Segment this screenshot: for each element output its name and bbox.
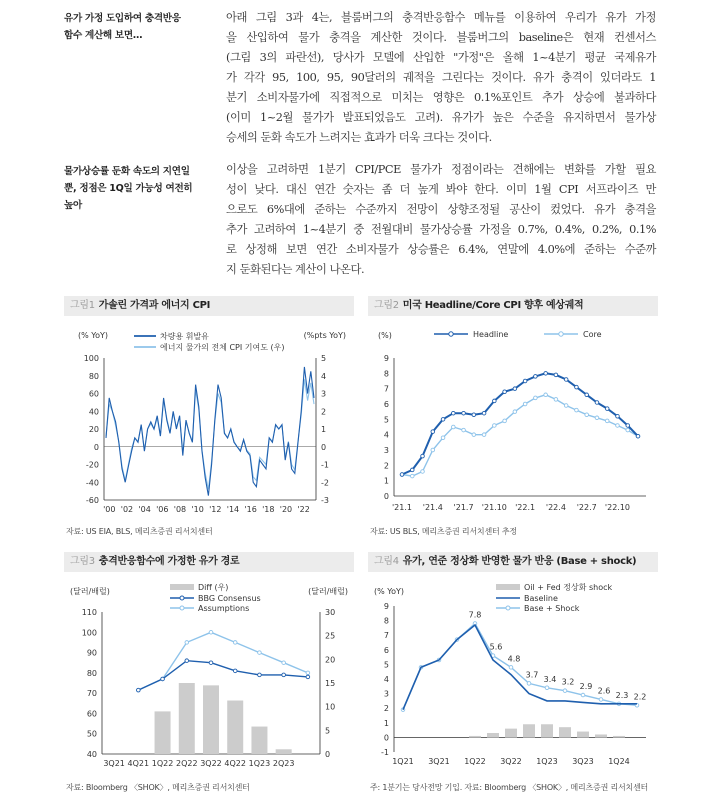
legend-label: BBG Consensus [198, 594, 261, 603]
data-point [636, 434, 640, 438]
x-tick-label: 1Q22 [151, 759, 174, 768]
bar-shock [613, 736, 625, 737]
data-point [431, 430, 435, 434]
data-point [462, 411, 466, 415]
data-point [209, 630, 213, 634]
x-tick-label: '14 [226, 505, 240, 514]
data-point [137, 688, 141, 692]
figure-title: 가솔린 가격과 에너지 CPI [98, 300, 211, 311]
figure3-source: 자료: Bloomberg 〈SHOK〉, 메리츠증권 리서치센터 [66, 783, 250, 792]
data-point [626, 428, 630, 432]
legend-swatch [170, 584, 194, 590]
data-point [306, 675, 310, 679]
left-axis-unit: (달러/배럴) [70, 587, 110, 596]
section1-paragraph [226, 8, 656, 148]
y-tick-label: 70 [86, 689, 97, 699]
series-line-base-shock [403, 624, 637, 710]
x-tick-label: 1Q22 [464, 757, 486, 766]
bar-diff [155, 711, 171, 754]
data-point [258, 673, 262, 677]
y-tick-label: 5 [383, 415, 389, 425]
paragraph-line: 승세의 둔화 속도가 느려지는 효과가 더욱 크다는 것이다. [226, 131, 492, 144]
data-point [599, 698, 603, 702]
data-point [513, 387, 517, 391]
section2-side-heading [64, 163, 192, 214]
figure4-title-bar [368, 552, 658, 572]
x-tick-label: 1Q23 [536, 757, 558, 766]
left-axis-unit: (% YoY) [78, 331, 108, 340]
bar-diff [227, 701, 243, 754]
side-line: 높아 [64, 200, 82, 211]
data-point [482, 433, 486, 437]
data-point [581, 693, 585, 697]
y-tick-label: -40 [85, 478, 99, 488]
data-point [503, 390, 507, 394]
data-label: 2.6 [597, 686, 611, 696]
paragraph-line: 성이 낮다. 대신 연간 숫자는 좀 더 높게 봐야 한다. 이미 1월 CPI 서프라이즈 만 [226, 183, 656, 196]
figure-number: 그림1 [70, 300, 95, 311]
legend-label: Base + Shock [524, 604, 580, 613]
data-point [410, 468, 414, 472]
data-point [544, 372, 548, 376]
x-tick-label: '21.1 [391, 503, 413, 512]
data-point [564, 378, 568, 382]
y-tick-label: 40 [88, 407, 99, 417]
data-point [509, 666, 513, 670]
paragraph-line: 아래 그림 3과 4는, 블룸버그의 충격반응함수 메뉴를 이용하여 우리가 유가 가정 [226, 11, 656, 24]
x-tick-label: 2Q23 [272, 759, 295, 768]
y2-tick-label: 15 [325, 679, 336, 688]
y-tick-label: 2 [383, 704, 389, 714]
data-label: 2.2 [633, 692, 647, 702]
data-point [441, 436, 445, 440]
paragraph-line: 로 상정해 보면 연간 소비자물가 상승률은 6.4%, 연말에 4.0%에 준하는 수준까 [226, 243, 656, 256]
series-line-gasoline [106, 367, 314, 496]
bar-shock [487, 733, 499, 737]
y-tick-label: -1 [381, 748, 389, 757]
legend-marker [449, 332, 453, 336]
figure3-title-bar [64, 552, 354, 572]
legend-marker [506, 606, 510, 610]
data-point [616, 424, 620, 428]
data-point [595, 416, 599, 420]
data-point [575, 408, 579, 412]
section2-paragraph [226, 160, 656, 280]
y-tick-label: 3 [383, 446, 389, 455]
x-tick-label: '22.1 [515, 503, 536, 512]
legend-marker [180, 596, 184, 600]
data-point [527, 682, 531, 686]
data-point [472, 433, 476, 437]
paragraph-line: 으로도 6%대에 준하는 수준까지 전망이 상향조정될 공산이 컸었다. 유가 충격을 [226, 203, 656, 216]
y2-tick-label: 1 [321, 425, 327, 434]
y2-tick-label: -2 [321, 478, 329, 488]
y2-tick-label: 5 [325, 726, 331, 736]
y-tick-label: 1 [383, 718, 389, 728]
y-tick-label: 1 [383, 476, 389, 486]
data-point [282, 661, 286, 665]
x-tick-label: 1Q21 [392, 757, 414, 766]
y-tick-label: 4 [383, 430, 389, 440]
section1-side-heading [64, 10, 181, 44]
y-tick-label: 60 [86, 709, 97, 719]
bar-diff [179, 683, 195, 754]
data-point [161, 677, 165, 681]
y-tick-label: 9 [383, 354, 389, 363]
data-point [233, 669, 237, 673]
bar-diff [203, 685, 219, 754]
figure-title: 유가, 연준 정상화 반영한 물가 반응 (Base + shock) [402, 556, 637, 567]
data-point [482, 411, 486, 415]
y-tick-label: 20 [88, 425, 99, 434]
data-point [421, 454, 425, 458]
data-point [554, 373, 558, 377]
y-tick-label: 0 [383, 492, 389, 501]
paragraph-line: (그림 3의 파란선), 당사가 모델에 산입한 "가정"은 올해 1~4분기 평균 국제유가 [226, 51, 656, 64]
legend-marker [559, 332, 563, 336]
data-point [585, 413, 589, 417]
y2-tick-label: -1 [321, 460, 329, 470]
figure-number: 그림4 [374, 556, 399, 567]
data-point [306, 671, 310, 675]
y-tick-label: 80 [88, 371, 99, 381]
x-tick-label: '21.4 [422, 503, 443, 512]
data-point [626, 424, 630, 428]
data-label: 2.3 [615, 690, 629, 700]
side-line: 물가상승률 둔화 속도의 지연일 [64, 166, 190, 177]
data-point [452, 411, 456, 415]
data-point [493, 399, 497, 403]
y2-tick-label: 0 [325, 750, 331, 759]
legend-marker [180, 606, 184, 610]
y-tick-label: 40 [86, 750, 97, 759]
figure-number: 그림3 [70, 556, 95, 567]
legend-label: Assumptions [198, 604, 250, 613]
x-tick-label: '20 [279, 505, 293, 514]
figure4-source: 주: 1분기는 당사전망 기입. 자료: Bloomberg 〈SHOK〉, 메리츠증권 리서치센터 [370, 783, 649, 792]
figure2-chart [368, 320, 658, 520]
data-point [605, 419, 609, 423]
y-tick-label: 6 [383, 645, 389, 655]
legend-label: Core [583, 330, 602, 339]
legend-swatch [496, 584, 520, 590]
y-tick-label: 90 [86, 648, 97, 658]
y-tick-label: 60 [88, 389, 99, 399]
side-line: 함수 계산해 보면… [64, 30, 143, 41]
x-tick-label: '08 [173, 505, 187, 514]
figure1-title-bar [64, 296, 354, 316]
left-axis-unit: (% YoY) [374, 587, 404, 596]
y-tick-label: 5 [383, 660, 389, 670]
data-point [616, 414, 620, 418]
data-label: 4.8 [507, 654, 521, 664]
data-point [564, 404, 568, 408]
data-point [493, 424, 497, 428]
bar-shock [541, 724, 553, 737]
data-label: 2.9 [579, 682, 593, 692]
y-tick-label: -60 [85, 496, 99, 505]
x-tick-label: '22.10 [604, 503, 631, 512]
y2-tick-label: 10 [325, 702, 336, 712]
x-tick-label: 2Q22 [175, 759, 198, 768]
bar-shock [559, 727, 571, 737]
data-point [462, 428, 466, 432]
data-point [400, 473, 404, 477]
x-tick-label: '22.7 [576, 503, 597, 512]
y-tick-label: 8 [383, 369, 389, 379]
x-tick-label: 4Q22 [224, 759, 247, 768]
data-point [563, 689, 567, 693]
y-tick-label: -20 [85, 460, 99, 470]
data-point [544, 393, 548, 397]
legend-label: 차량용 휘발유 [160, 332, 209, 341]
data-point [431, 448, 435, 452]
data-point [441, 418, 445, 422]
paragraph-line: 지 둔화된다는 계산이 나온다. [226, 263, 365, 276]
data-point [452, 425, 456, 429]
y2-tick-label: 5 [321, 354, 327, 363]
y-tick-label: 0 [383, 733, 389, 743]
y-tick-label: 9 [383, 602, 389, 611]
data-point [523, 402, 527, 406]
x-tick-label: 3Q23 [572, 757, 594, 766]
data-point [282, 673, 286, 677]
x-tick-label: 3Q21 [428, 757, 450, 766]
y-tick-label: 80 [86, 668, 97, 678]
figure-number: 그림2 [374, 300, 399, 311]
data-point [605, 407, 609, 411]
x-tick-label: 3Q22 [500, 757, 522, 766]
y-tick-label: 100 [81, 628, 97, 638]
y-tick-label: 7 [383, 631, 389, 641]
x-tick-label: 3Q21 [103, 759, 125, 768]
paragraph-line: 이상을 고려하면 1분기 CPI/PCE 물가가 정점이라는 견해에는 변화를 가할 필요 [226, 163, 656, 176]
x-tick-label: 1Q23 [248, 759, 271, 768]
figure3-chart [64, 576, 354, 776]
bar-shock [469, 736, 481, 737]
x-tick-label: '22.4 [545, 503, 566, 512]
x-tick-label: '00 [103, 505, 116, 514]
y-tick-label: 0 [93, 442, 99, 452]
bar-shock [595, 734, 607, 737]
paragraph-line: 을 산입하여 물가 충격을 계산한 것이다. 블룸버그의 baseline은 현재 컨센서스 [226, 31, 656, 44]
y-tick-label: 8 [383, 616, 389, 626]
paragraph-line: 가 각각 95, 100, 95, 90달러의 궤적을 그린다는 것이다. 유가 충격이 있더라도 1 [226, 71, 656, 84]
figure-title: 충격반응함수에 가정한 유가 경로 [98, 556, 240, 567]
bar-shock [505, 729, 517, 738]
y2-tick-label: 4 [321, 371, 327, 381]
data-point [554, 398, 558, 402]
legend-label: Headline [473, 330, 509, 339]
figure2-title-bar [368, 296, 658, 316]
data-point [258, 651, 262, 655]
bar-shock [523, 724, 535, 737]
y2-tick-label: 2 [321, 407, 327, 417]
y-tick-label: 3 [383, 689, 389, 699]
data-point [503, 419, 507, 423]
side-line: 유가 가정 도입하여 충격반응 [64, 13, 181, 24]
data-point [534, 375, 538, 379]
data-point [595, 401, 599, 405]
figure4-chart [368, 576, 658, 776]
legend-label: Diff (우) [198, 583, 229, 592]
data-point [534, 396, 538, 400]
bar-diff [251, 727, 267, 754]
paragraph-line: 분기 소비자물가에 직접적으로 미치는 영향은 0.1%포인트 추가 상승에 불과하다 [226, 91, 656, 104]
x-tick-label: 1Q24 [608, 757, 630, 766]
x-tick-label: '18 [262, 505, 275, 514]
data-point [421, 470, 425, 474]
paragraph-line: (이미 1~2월 물가가 발표되었음도 고려). 유가가 높은 수준을 유지하면서 물가상 [226, 111, 656, 124]
paragraph-line: 추가 고려하여 1~4분기 중 전월대비 물가상승률 가정을 0.7%, 0.4%, 0.2%, 0.1% [226, 223, 656, 236]
x-tick-label: '22 [297, 505, 310, 514]
data-point [523, 379, 527, 383]
y2-tick-label: 20 [325, 655, 336, 665]
y-tick-label: 2 [383, 461, 389, 471]
y-tick-label: 50 [86, 729, 97, 739]
x-tick-label: '02 [120, 505, 134, 514]
x-tick-label: 4Q21 [127, 759, 150, 768]
figure1-chart [64, 320, 354, 520]
y-tick-label: 6 [383, 400, 389, 409]
figure-title: 미국 Headline/Core CPI 향후 예상궤적 [402, 300, 584, 311]
data-point [410, 474, 414, 478]
left-axis-unit: (%) [378, 331, 392, 340]
y2-tick-label: 30 [325, 608, 336, 617]
y-tick-label: 4 [383, 675, 389, 684]
y-tick-label: 110 [81, 608, 97, 617]
data-point [513, 410, 517, 414]
y-tick-label: 7 [383, 384, 389, 394]
series-line-headline [402, 373, 638, 474]
y2-tick-label: 25 [325, 631, 336, 641]
y2-tick-label: 0 [321, 442, 327, 452]
legend-label: Baseline [524, 594, 558, 603]
x-tick-label: '21.10 [481, 503, 507, 512]
data-label: 3.2 [561, 677, 575, 687]
x-tick-label: '04 [138, 505, 151, 514]
figure2-source: 자료: US BLS, 메리츠증권 리서치센터 추정 [370, 527, 517, 536]
y-tick-label: 100 [83, 354, 99, 363]
data-point [472, 413, 476, 417]
data-point [185, 659, 189, 663]
data-point [575, 385, 579, 389]
data-label: 3.7 [525, 670, 539, 680]
x-tick-label: '21.7 [453, 503, 474, 512]
data-point [585, 393, 589, 397]
data-point [545, 686, 549, 690]
x-tick-label: '16 [244, 505, 257, 514]
y2-tick-label: 3 [321, 389, 327, 399]
x-tick-label: '06 [156, 505, 169, 514]
side-line: 뿐, 정점은 1Q일 가능성 여전히 [64, 183, 193, 194]
right-axis-unit: (달러/배럴) [308, 587, 348, 596]
data-label: 7.8 [468, 610, 482, 620]
data-label: 3.4 [543, 674, 557, 684]
bar-diff [276, 749, 292, 754]
data-label: 5.6 [489, 642, 503, 652]
bar-shock [577, 732, 589, 738]
x-tick-label: '12 [209, 505, 222, 514]
right-axis-unit: (%pts YoY) [303, 331, 346, 340]
x-tick-label: '10 [191, 505, 204, 514]
data-point [209, 661, 213, 665]
y2-tick-label: -3 [321, 496, 329, 505]
series-line-baseline [403, 625, 637, 710]
figure1-source: 자료: US EIA, BLS, 메리츠증권 리서치센터 [66, 527, 213, 536]
data-point [185, 641, 189, 645]
x-tick-label: 3Q22 [200, 759, 222, 768]
legend-label: Oil + Fed 정상화 shock [524, 583, 613, 592]
data-point [233, 641, 237, 645]
legend-label: 에너지 물가의 전체 CPI 기여도 (우) [160, 343, 285, 352]
